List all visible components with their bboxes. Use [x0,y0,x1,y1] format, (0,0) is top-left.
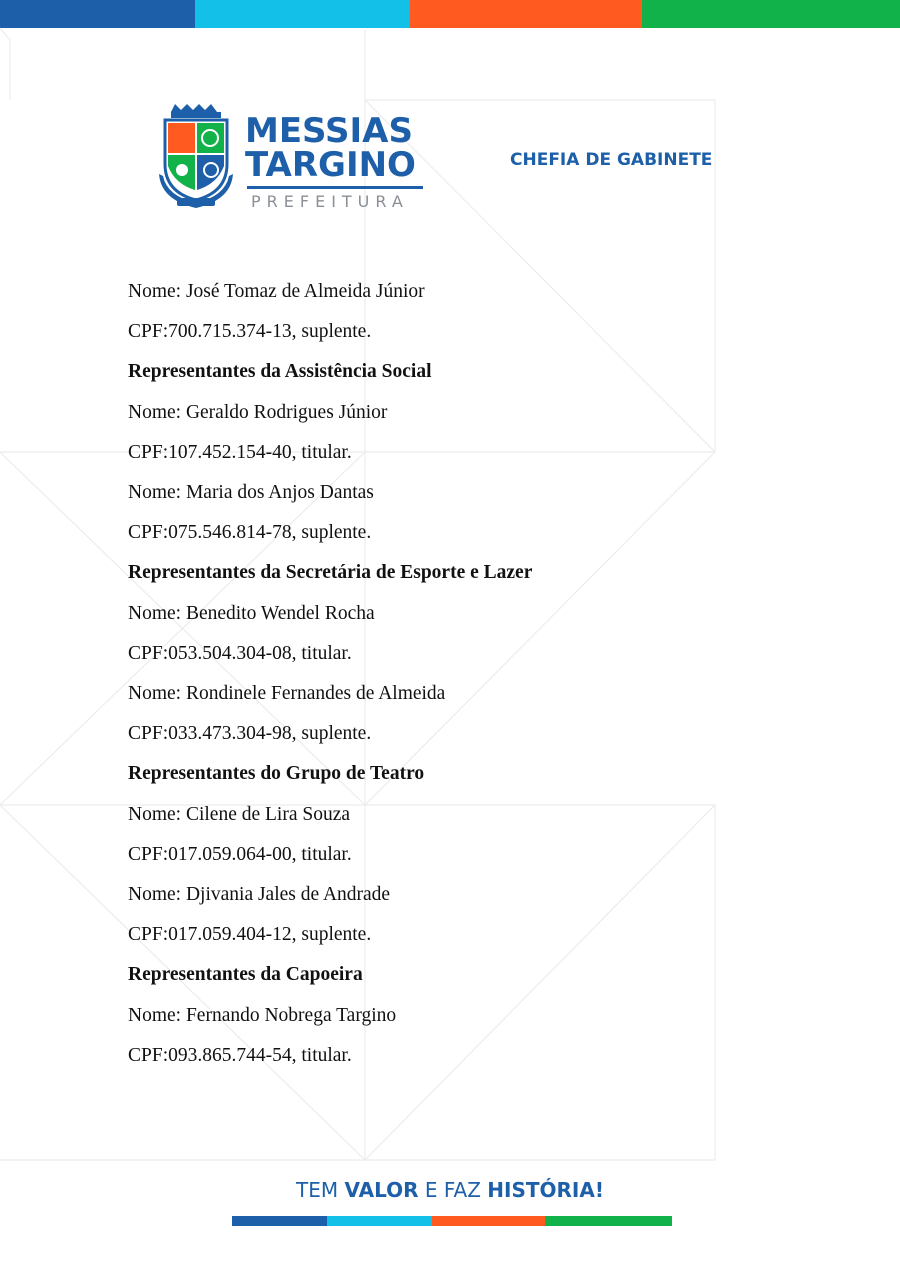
text-line: CPF:017.059.404-12, suplente. [128,924,372,946]
section-heading: Representantes da Capoeira [128,964,363,986]
bottom-color-bar [232,1216,672,1226]
text-line: Nome: Djivania Jales de Andrade [128,884,391,906]
text-line: Nome: José Tomaz de Almeida Júnior [128,281,425,302]
section-heading: Representantes da Assistência Social [128,361,432,383]
text-line: CPF:107.452.154-40, titular. [128,441,352,463]
text-line: CPF:093.865.744-54, titular. [128,1044,352,1066]
section-heading: Representantes do Grupo de Teatro [128,763,425,785]
top-bar-blue [0,0,195,28]
bottom-bar-green [545,1216,672,1226]
bottom-bar-blue [232,1216,327,1226]
section-heading: Representantes da Secretária de Esporte e Lazer [128,562,533,584]
text-line: Nome: Benedito Wendel Rocha [128,602,375,624]
municipal-crest-icon [155,104,237,212]
text-line: Nome: Geraldo Rodrigues Júnior [128,401,388,423]
brand-line-1: MESSIAS [245,111,413,151]
brand-divider [247,186,423,189]
slogan-part-3: E FAZ [418,1178,488,1202]
brand-line-2: TARGINO [245,145,416,185]
text-line: CPF:075.546.814-78, suplente. [128,522,372,544]
brand-name [245,111,416,185]
text-line: CPF:053.504.304-08, titular. [128,642,352,664]
bottom-bar-orange [432,1216,545,1226]
text-line: Nome: Maria dos Anjos Dantas [128,482,374,504]
text-line: CPF:033.473.304-98, suplente. [128,723,372,745]
text-line: Nome: Rondinele Fernandes de Almeida [128,683,446,705]
top-color-bar [0,0,900,28]
top-bar-cyan [195,0,410,28]
top-bar-orange [410,0,642,28]
footer-slogan [0,1178,900,1202]
document-body [128,272,748,1076]
slogan-part-4: HISTÓRIA! [487,1178,604,1202]
text-line: CPF:017.059.064-00, titular. [128,843,352,865]
department-title: CHEFIA DE GABINETE [510,150,713,170]
slogan-part-2: VALOR [344,1178,419,1202]
brand-subtitle: PREFEITURA [251,192,409,211]
bottom-bar-cyan [327,1216,432,1226]
top-bar-green [642,0,900,28]
text-line: Nome: Fernando Nobrega Targino [128,1004,397,1026]
text-line: CPF:700.715.374-13, suplente. [128,321,372,343]
header-logo [155,104,715,216]
text-line: Nome: Cilene de Lira Souza [128,803,351,825]
slogan-part-1: TEM [296,1178,345,1202]
